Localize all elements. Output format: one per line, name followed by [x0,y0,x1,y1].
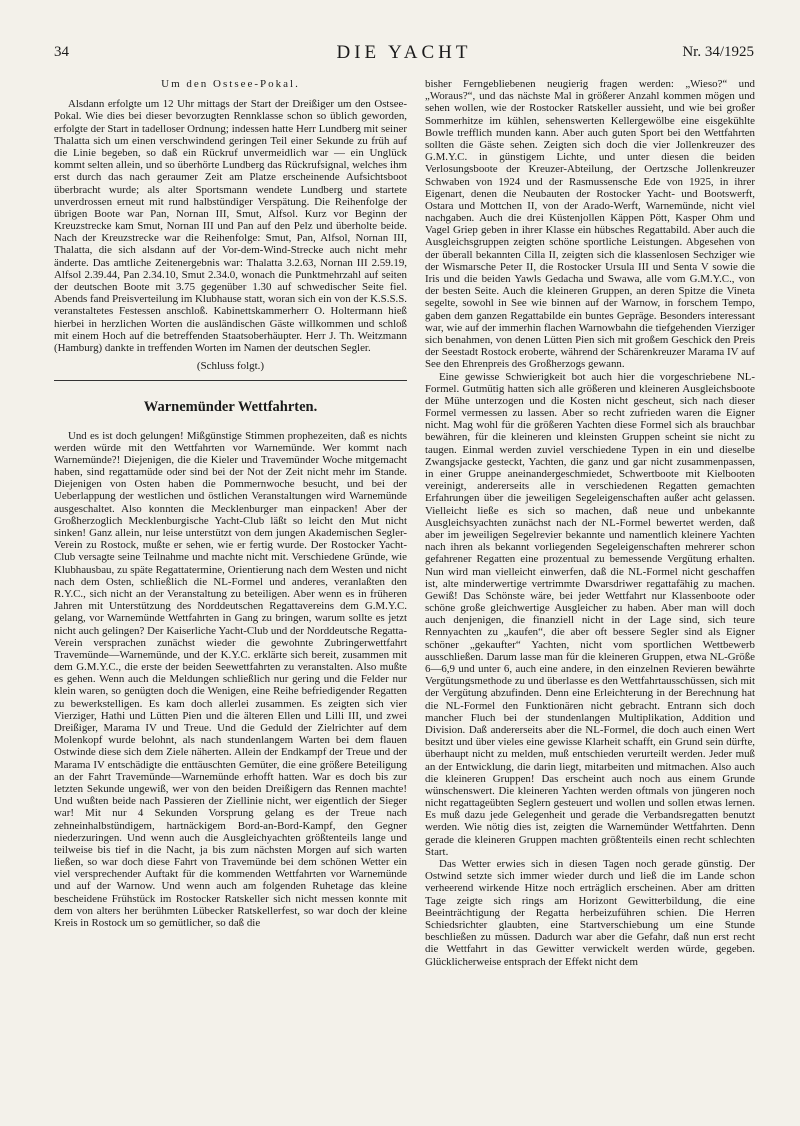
continuation-note: (Schluss folgt.) [196,360,265,373]
magazine-title: DIE YACHT [336,42,472,63]
page-header [54,44,754,66]
article-subheading: Um den Ostsee-Pokal. [161,78,300,90]
article-paragraph: Alsdann erfolgte um 12 Uhr mittags der Start der Dreißiger um den Ostsee-Pokal. Wie dies bei dieser bevorzugten Rennklasse schon so üblich geworden, erfolgte der Start in tadelloser Ordnung; indessen hatte Herr Lundberg mit seiner Thalatta sich um einen verschwindend geringen Teil einer Sekunde zu früh auf die Linie begeben, so daß ein Rückruf unvermeidlich war — ein Unglück kommt selten allein, und so überhörte Lundberg das Rückrufsignal, welches ihm erst durch das nach geraumer Zeit am Platze erscheinende Aufsichtsboot überbracht wurde; als alter Sportsmann wendete Lundberg und startete unverdrossen erneut mit rund halbstündiger Verspätung. Die Reihenfolge der übrigen Boote war Pan, Nornan III, Smut, Alfsol. Kurz vor Beginn der Kreuzstrecke kam Smut, Nornan III und Pan auf den Pelz und überholte beide. Nach der Kreuzstrecke war die Reihenfolge: Smut, Pan, Alfsol, Nornan III, Thalatta, die sich alsdann auf der Vor-dem-Wind-Strecke auch nicht mehr änderte. Das amtliche Zeitenergebnis war: Thalatta 3.2.63, Nornan III 2.59.19, Alfsol 2.39.44, Pan 2.34.10, Smut 2.34.0, wonach die Punktmehrzahl auf seiten der deutschen Boote mit 3.75 gegenüber 1.30 auf schwedischer Seite fiel. Abends fand Preisverteilung im Klubhause statt, woran sich ein von der K.S.S.S. veranstaltetes Festessen anschloß. Kabinettskammerherr O. Holtermann hieß hierbei in herzlichen Worten die ausländischen Gäste willkommen und schloß mit einem Hoch auf die betreffenden Staatsoberhäupter. Herr J. Th. Weitzmann (Hamburg) dankte in treffenden Worten im Namen der deutschen Segler. [54,98,407,354]
left-column [54,78,407,929]
right-column [425,78,755,968]
page-number: 34 [54,44,69,60]
article-paragraph: Eine gewisse Schwierigkeit bot auch hier die vorgeschriebene NL-Formel. Gutmütig hatten sich alle größeren und kleineren Ausgleichsboote der Mühe unterzogen und die Kosten nicht gescheut, sich nach dieser Formel vermessen zu lassen. Aber so recht zufrieden waren die Eigner nicht. Mag wohl für die größeren Yachten diese Formel sich als brauchbar bewähren, für die kleineren und kleinsten Gruppen scheint sie nicht zu taugen. Einmal werden zuviel verschiedene Typen in ein und dieselbe Zwangsjacke gesteckt, Yachten, die ganz und gar nicht zusammenpassen, in einer Gruppe aneinandergeschmiedet, Schwertboote mit Kielbooten vereinigt, andererseits alle in verschiedenen Regatten gemachten Erfahrungen über die jeweiligen Segeleigenschaften außer acht gelassen. Vielleicht ließe es sich so machen, daß neue und unbekannte Ausgleichsyachten zunächst nach der NL-Formel bewertet werden, daß aber im jeweiligen Segelrevier bekannte und namentlich kleinere Yachten nach ihren als bekannt vorliegenden Segeleigenschaften mehrerer schon gefahrener Regatten eine prozentual zu bemessende Vergütung erhalten. Nun wird man vielleicht einwerfen, daß die NL-Formel nicht geschaffen ist, alte minderwertige vertrimmte Dwarsdriwer regattafähig zu machen. Gewiß! Das Schönste wäre, bei jeder Wettfahrt nur Klassenboote oder schöne große gleichwertige Ausgleicher zu haben. Aber man will doch auch denjenigen, die finanziell nicht in der Lage sind, sich teure Rennyachten zu „kaufen“, die aber oft bessere Segler sind als Eigner schöner „gekaufter“ Yachten, nicht vom sportlichen Wettbewerb ausschließen. Darum lasse man für die kleineren Gruppen, etwa NL-Größe 6—6,9 und unter 6, auch eine andere, in den einzelnen Revieren bewährte Vergütungsmethode zu und überlasse es den Wettfahrtausschüssen, sich mit der Vergütung abzufinden. Denn eine Erleichterung in der Berechnung hat die NL-Formel den Funktionären nicht gebracht. Entrann sich doch mancher Fluch bei der stundenlangen Multiplikation, Addition und Division. Daß andererseits aber die NL-Formel, die doch auch einen Wert besitzt und über vieles eine gewisse Klarheit schafft, ein Grund sein dürfte, überhaupt nicht zu melden, muß entschieden verurteilt werden. Jeder muß an der Entwicklung, die darin liegt, mitarbeiten und mitmachen. Also auch die kleineren Gruppen! Das erscheint auch noch aus einem Grunde wünschenswert. Die kleineren Yachten werden oftmals von jüngeren noch nicht regattageübten Seglern gesteuert und wollen und sollen etwas lernen. Es muß dazu jede Gelegenheit und gerade die Verbandsregatten benutzt werden. Wie nötig dies ist, zeigten die Warnemünder Wettfahrten. Denn gerade die kleineren Gruppen machten größtenteils einen recht schlechten Start. [425,370,755,858]
issue-number: Nr. 34/1925 [682,44,754,60]
article-paragraph: Das Wetter erwies sich in diesen Tagen noch gerade günstig. Der Ostwind setzte sich immer wieder durch und ließ die im Lande schon verheerend wirkende Hitze noch erträglich erscheinen. Aber am dritten Tage zeigte sich rings am Horizont Gewitterbildung, die eine Beeinträchtigung der Regatta herbeizuführen schien. Die Herren Schiedsrichter glaubten, eine Startverschiebung um eine Stunde beschließen zu müssen. Dadurch war aber die Gefahr, daß nun erst recht die Wettfahrt in das Gewitter verwickelt werden würde, gegeben. Glücklicherweise entsprach der Effekt nicht dem [425,858,755,968]
article-heading: Warnemünder Wettfahrten. [143,399,318,416]
article-paragraph: bisher Ferngebliebenen neugierig fragen werden: „Wieso?“ und „Woraus?“, und das nächste Mal in größerer Anzahl kommen mögen und sehen wollen, wie der Rostocker Ratskeller aussieht, und wie bei großer Sommerhitze im kühlen, sehenswerten Kellergewölbe eine eisgekühlte Bowle trefflich munden kann. Aber auch guten Sport bei den Wettfahrten sollten die Gäste sehen. Zeigten sich doch die vier Jollenkreuzer des G.M.Y.C. in günstigem Lichte, und unter diesen die beiden Verlosungsboote der Kreuzer-Abteilung, der Oertzsche Jollenkreuzer Schwaben von 1924 und der Rasmussensche Ede von 1925, in ihrer Eigenart, denen die Neubauten der Rostocker Yacht- und Bootswerft, Ostara und Mottchen II, von der Arado-Werft, Warnemünde, nicht viel nachgaben. Auch die drei Küstenjollen Käppen Pött, Kasper Ohm und Vagel Griep geben in ihrer Klasse ein hübsches Regattabild. Aber auch die Ausgleichsgruppen zeigten schöne sportliche Leistungen. Abgesehen von der überall bekannten Cilla II, zeigten sich die klassenlosen Sechziger wie der Wismarsche Peter II, die Rostocker Ursula III und Senta V sowie die Iris und die beiden Yawls Gedacha und Swawa, alle vom G.M.Y.C., von der besten Seite. Auch die kleineren Gruppen, an deren Spitze die Vineta segelte, sowohl in See wie binnen auf der Warnow, in forschem Tempo, gaben dem ganzen Regattabilde ein buntes Gepräge. Besonders interessant war, wie auf der immerhin flachen Warnowbahn die tiefgehenden Vierziger sich benahmen, von denen Lütten Pien sich mit großem Geschick den Preis der Seestadt Rostock eroberte, während der Schärenkreuzer Marama IV auf See den Ehrenpreis des Großherzogs gewann. [425,78,755,371]
article-paragraph: Und es ist doch gelungen! Mißgünstige Stimmen prophezeiten, daß es nichts werden würde mit den Wettfahrten vor Warnemünde. Wer kommt nach Warnemünde?! Diejenigen, die die Kieler und Travemünder Woche mitgemacht haben, sind regattamüde oder sind bei der Not der Zeit nicht mehr im Stande. Diejenigen von Osten haben die Pommernwoche besucht, und bei der Ueberlappung der westlichen und östlichen Veranstaltungen wird Warnemünde ausgeschaltet. Also konnten die Mecklenburger man einpacken! Aber der Großherzoglich Mecklenburgische Yacht-Club läßt so leicht den Mut nicht sinken! Ganz allein, nur leise unterstützt von dem jungen Akademischen Segler-Verein zu Rostock, mußte er sehen, wie er fertig wurde. Der Rostocker Yacht-Club versagte seine Teilnahme und machte nicht mit. Verschiedene Gründe, wie Klubhausbau, zu späte Regattatermine, Orientierung nach dem Westen und nicht nach dem Osten, schließlich die NL-Formel und anderes, veranlaßten den R.Y.C., sich nicht an der Veranstaltung zu beteiligen. Aber wenn es in früheren Jahren mit Unterstützung des Norddeutschen Regattavereins dem G.M.Y.C. gelang, vor Warnemünde Wettfahrten in Gang zu bringen, warum sollte es jetzt nicht auch gelingen? Der Kaiserliche Yacht-Club und der Norddeutsche Regatta-Verein versprachen zunächst wieder die gewohnte Zubringerwettfahrt Travemünde—Warnemünde, und der K.Y.C. erklärte sich bereit, zusammen mit dem G.M.Y.C., die erste der beiden Seewettfahrten zu veranstalten. Also mußte es gehen. Wenn auch die Meldungen schließlich nur gering und die Felder nur klein waren, so genügten doch die Wenigen, eine Reihe befriedigender Regatten zu bewerkstelligen. Es kam doch allerlei zusammen. Es zeigten sich vier Vierziger, Hathi und Lütten Pien und die älteren Ellen und Lilli III, und zwei Dreißiger, Marama IV und Treue. Und die Geduld der Zielrichter auf dem Molenkopf wurde belohnt, als nach stundenlangem Warten bei dem flauen Ostwinde diese sich dem Ziele näherten. Allein der Endkampf der Treue und der Marama IV entschädigte die enttäuschten Gemüter, die eine größere Beteiligung an der Fahrt Travemünde—Warnemünde erhofft hatten. War es doch bis zur letzten Sekunde ungewiß, wer von den beiden Dreißigern das Rennen machte! Und wußten beide nach Passieren der Ziellinie nicht, wer eigentlich der Sieger war! Mit nur 4 Sekunden Vorsprung gelang es der Treue nach zehneinhalbstündigem, hartnäckigem Bord-an-Bord-Kampf, den Gegner niederzuringen. Und wenn auch die Ausgleichyachten größtenteils lange und teilweise bis tief in die Nacht, ja bis zum nächsten Morgen auf sich warten ließen, so war doch diese Fahrt von Travemünde bei dem schönen Wetter ein viel versprechender Auftakt für die kommenden Wettfahrten vor Warnemünde und auf der Warnow. Und wenn auch am folgenden Ruhetage das kleine bescheidene Frühstück im Rostocker Ratskeller sich nicht messen konnte mit dem von alters her berühmten Lübecker Ratskellerfest, so war doch der kleine Kreis in Rostock um so gemütlicher, so daß die [54,429,407,929]
section-divider [54,380,407,381]
